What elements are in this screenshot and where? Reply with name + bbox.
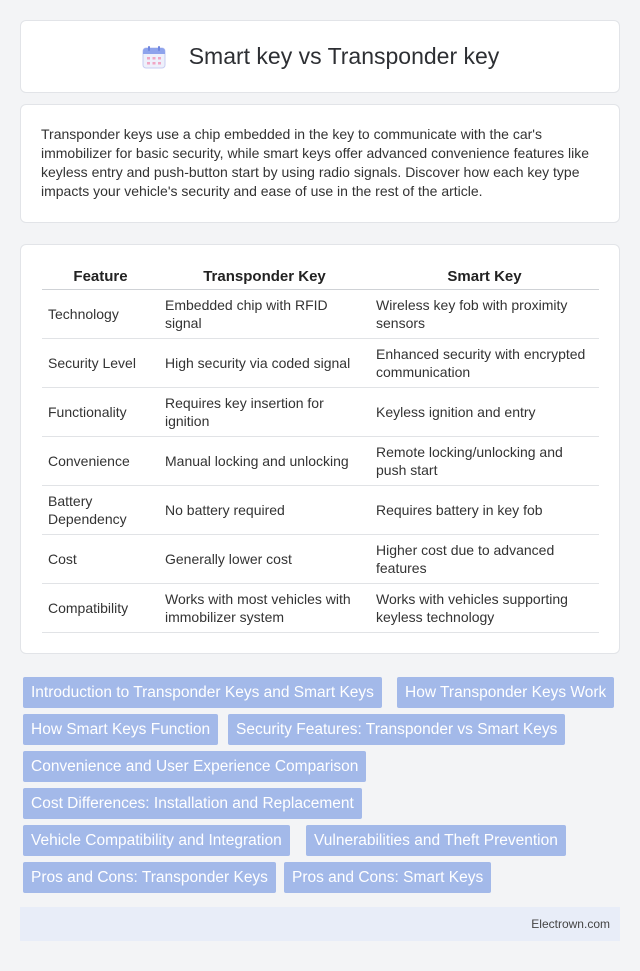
table-row: [42, 485, 599, 534]
calendar-icon: [141, 44, 167, 70]
tag-pros-cons-smart[interactable]: Pros and Cons: Smart Keys: [284, 862, 491, 893]
page-title: Smart key vs Transponder key: [188, 43, 500, 69]
tag-convenience[interactable]: Convenience and User Experience Comparison: [23, 751, 366, 782]
table-row: [42, 289, 599, 338]
table-cell: No battery required: [159, 485, 370, 534]
header-transponder-key: Transponder Key: [159, 265, 370, 289]
table-row: [42, 387, 599, 436]
tag-how-transponder-keys-work[interactable]: How Transponder Keys Work: [397, 677, 614, 708]
tag-security-features[interactable]: Security Features: Transponder vs Smart Keys: [228, 714, 565, 745]
table-cell: Higher cost due to advanced features: [370, 534, 599, 583]
tag-cost-differences[interactable]: Cost Differences: Installation and Replacement: [23, 788, 362, 819]
table-header-row: [42, 265, 599, 289]
table-cell: Functionality: [42, 387, 159, 436]
table-cell: Security Level: [42, 338, 159, 387]
comparison-table: [42, 265, 599, 633]
table-row: [42, 534, 599, 583]
tag-vulnerabilities[interactable]: Vulnerabilities and Theft Prevention: [306, 825, 566, 856]
table-cell: Works with most vehicles with immobilizer system: [159, 583, 370, 632]
table-row: [42, 583, 599, 632]
table-cell: Wireless key fob with proximity sensors: [370, 289, 599, 338]
tag-how-smart-keys-function[interactable]: How Smart Keys Function: [23, 714, 218, 745]
table-cell: High security via coded signal: [159, 338, 370, 387]
table-cell: Convenience: [42, 436, 159, 485]
table-cell: Compatibility: [42, 583, 159, 632]
table-cell: Remote locking/unlocking and push start: [370, 436, 599, 485]
footer-site-name: Electrown.com: [531, 917, 610, 931]
header-smart-key: Smart Key: [370, 265, 599, 289]
table-row: [42, 338, 599, 387]
table-cell: Technology: [42, 289, 159, 338]
tag-introduction[interactable]: Introduction to Transponder Keys and Smart Keys: [23, 677, 382, 708]
footer: [20, 907, 620, 941]
table-cell: Requires battery in key fob: [370, 485, 599, 534]
tag-pros-cons-transponder[interactable]: Pros and Cons: Transponder Keys: [23, 862, 276, 893]
table-cell: Requires key insertion for ignition: [159, 387, 370, 436]
table-cell: Embedded chip with RFID signal: [159, 289, 370, 338]
table-row: [42, 436, 599, 485]
table-cell: Generally lower cost: [159, 534, 370, 583]
tag-vehicle-compatibility[interactable]: Vehicle Compatibility and Integration: [23, 825, 290, 856]
table-cell: Cost: [42, 534, 159, 583]
table-cell: Battery Dependency: [42, 485, 159, 534]
comparison-table-card: [20, 244, 620, 654]
table-cell: Enhanced security with encrypted communication: [370, 338, 599, 387]
table-cell: Works with vehicles supporting keyless technology: [370, 583, 599, 632]
table-cell: Manual locking and unlocking: [159, 436, 370, 485]
intro-text: Transponder keys use a chip embedded in the key to communicate with the car's immobilizer for basic security, while smart keys offer advanced convenience features like keyless entry and push-button start by using radio signals. Discover how each key type impacts your vehicle's security and ease of use in the rest of the article.: [41, 126, 590, 199]
table-cell: Keyless ignition and entry: [370, 387, 599, 436]
title-card: [20, 20, 620, 93]
intro-card: [20, 104, 620, 223]
header-feature: Feature: [42, 265, 159, 289]
